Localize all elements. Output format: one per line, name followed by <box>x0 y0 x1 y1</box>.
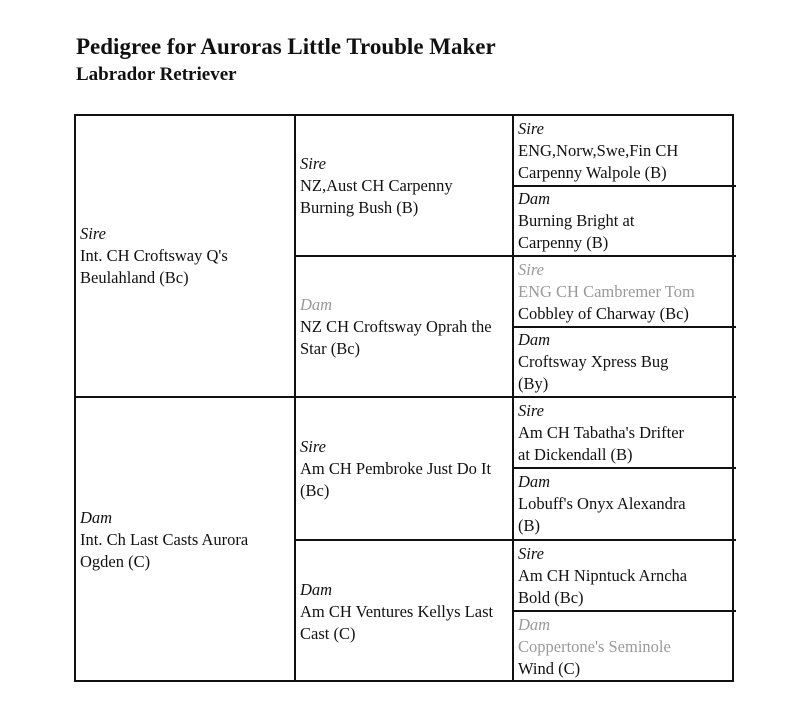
role-label: Dam <box>518 189 551 208</box>
gen3-dam-cell <box>514 187 736 255</box>
gen1-dam-cell <box>76 398 294 682</box>
role-label: Sire <box>300 436 326 456</box>
gen3-dam-cell <box>514 469 736 539</box>
dog-name: NZ,Aust CH Carpenny Burning Bush (B) <box>300 175 453 217</box>
gen1-sire-cell <box>76 116 294 396</box>
role-label: Sire <box>518 118 544 138</box>
role-label: Dam <box>300 579 333 599</box>
role-label: Dam <box>518 472 551 491</box>
dog-name-line1: Coppertone's Seminole <box>518 637 671 656</box>
pedigree-table <box>74 114 734 682</box>
page-title: Pedigree for Auroras Little Trouble Maker <box>76 34 496 59</box>
dog-name: NZ CH Croftsway Oprah the Star (Bc) <box>300 316 492 358</box>
gen2-sire-cell <box>296 398 512 539</box>
role-label: Dam <box>518 615 551 634</box>
gen3-sire-cell <box>514 398 736 467</box>
dog-name-line2: Carpenny (B) <box>518 233 609 252</box>
gen3-sire-cell <box>514 257 736 326</box>
role-label: Sire <box>518 259 544 279</box>
dog-name-line1: ENG CH Cambremer Tom <box>518 281 695 301</box>
dog-name-line2: Carpenny Walpole (B) <box>518 162 667 182</box>
dog-name-line1: Croftsway Xpress Bug <box>518 352 669 371</box>
gen2-sire-cell <box>296 116 512 255</box>
role-label: Sire <box>518 543 544 563</box>
dog-name-line1: Am CH Nipntuck Arncha <box>518 565 688 585</box>
dog-name-line1: Burning Bright at <box>518 211 635 230</box>
dog-name-line2: Bold (Bc) <box>518 587 584 607</box>
role-label: Sire <box>300 153 326 173</box>
role-label: Sire <box>518 400 544 420</box>
role-label: Dam <box>300 294 333 314</box>
gen3-dam-cell <box>514 612 736 682</box>
dog-name-line2: (B) <box>518 516 540 535</box>
gen3-sire-cell <box>514 116 736 185</box>
role-label: Dam <box>518 330 551 349</box>
gen2-dam-cell <box>296 541 512 682</box>
dog-name: Int. CH Croftsway Q's Beulahland (Bc) <box>80 246 228 287</box>
dog-name-line1: Am CH Tabatha's Drifter <box>518 422 685 442</box>
page-subtitle: Labrador Retriever <box>76 64 237 85</box>
gen3-dam-cell <box>514 328 736 396</box>
role-label: Dam <box>80 508 113 527</box>
dog-name-line2: Cobbley of Charway (Bc) <box>518 303 689 323</box>
dog-name-line2: (By) <box>518 374 549 393</box>
gen3-sire-cell <box>514 541 736 610</box>
dog-name-line2: Wind (C) <box>518 659 581 678</box>
dog-name: Am CH Pembroke Just Do It (Bc) <box>300 458 492 500</box>
role-label: Sire <box>80 224 106 243</box>
dog-name: Am CH Ventures Kellys Last Cast (C) <box>300 601 494 643</box>
dog-name-line1: ENG,Norw,Swe,Fin CH <box>518 140 679 160</box>
dog-name-line2: at Dickendall (B) <box>518 444 633 464</box>
gen2-dam-cell <box>296 257 512 396</box>
dog-name: Int. Ch Last Casts Aurora Ogden (C) <box>80 530 249 571</box>
dog-name-line1: Lobuff's Onyx Alexandra <box>518 494 686 513</box>
